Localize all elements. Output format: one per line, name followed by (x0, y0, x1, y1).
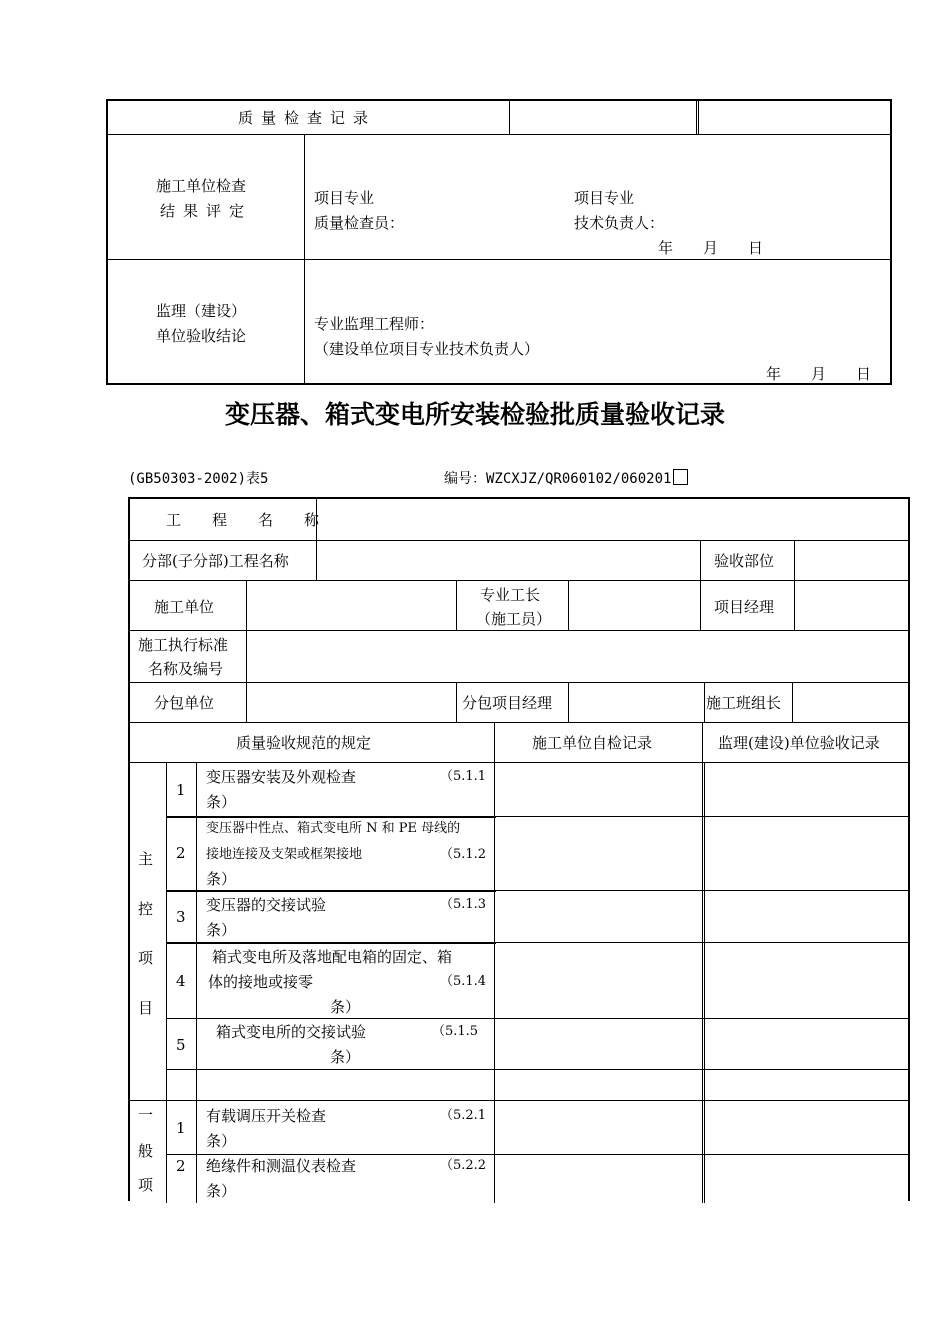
general-item-no: 2 (176, 1157, 186, 1175)
contractor-field[interactable] (248, 581, 454, 629)
document-number (444, 468, 688, 488)
tech-lead-label-1: 项目专业 (574, 189, 635, 207)
general-category-char-3: 项 (138, 1176, 154, 1194)
standard-field[interactable] (248, 631, 906, 681)
supervision-label-2: 单位验收结论 (156, 327, 247, 345)
main-category-char-3: 项 (138, 949, 154, 967)
main-item-no: 3 (176, 908, 186, 926)
inspector-label-1: 项目专业 (314, 189, 375, 207)
sub-project-field[interactable] (318, 541, 698, 579)
standard-label-1: 施工执行标准 (138, 636, 229, 654)
document-number-text: 编号：WZCXJZ/QR060102/060201 (444, 471, 672, 487)
team-leader-field[interactable] (794, 683, 906, 721)
main-item-text-pre: 变压器中性点、箱式变电所 N 和 PE 母线的 (206, 821, 461, 836)
inspector-label-2: 质量检查员： (314, 214, 405, 232)
acceptance-part-label: 验收部位 (714, 552, 775, 570)
col-supervision-header: 监理(建设)单位验收记录 (718, 734, 880, 752)
contractor-label: 施工单位 (154, 598, 215, 616)
main-category-char-4: 目 (138, 999, 154, 1017)
main-item-text-cont: 条） (206, 793, 237, 811)
subcontractor-label: 分包单位 (154, 694, 215, 712)
foreman-label-1: 专业工长 (480, 586, 541, 604)
col-self-header: 施工单位自检记录 (532, 734, 653, 752)
main-item-ref: （5.1.3 (440, 897, 487, 912)
quality-check-record-table (106, 99, 892, 385)
main-item-no: 4 (176, 972, 186, 990)
main-category-char-1: 主 (138, 850, 154, 868)
col-spec-header: 质量验收规范的规定 (236, 734, 372, 752)
main-item-text-cont: 条） (330, 1048, 361, 1066)
team-leader-label: 施工班组长 (706, 694, 782, 712)
subcontractor-field[interactable] (248, 683, 454, 721)
main-item-text-pre: 箱式变电所及落地配电箱的固定、箱 (212, 948, 453, 966)
sub-manager-label: 分包项目经理 (462, 694, 553, 712)
sub-project-label: 分部(子分部)工程名称 (142, 552, 289, 570)
main-item-text: 箱式变电所的交接试验 (216, 1023, 367, 1041)
contractor-eval-label-1: 施工单位检查 (156, 177, 247, 195)
document-title: 变压器、箱式变电所安装检验批质量验收记录 (224, 400, 725, 429)
general-item-text-cont: 条） (206, 1132, 237, 1150)
tech-lead-label-2: 技术负责人： (574, 214, 665, 232)
main-item-no: 5 (176, 1036, 186, 1054)
main-item-no: 2 (176, 844, 186, 862)
supervision-engineer-sub: （建设单位项目专业技术负责人） (314, 340, 540, 358)
standard-reference: (GB50303-2002)表5 (128, 471, 269, 487)
project-manager-field[interactable] (796, 581, 906, 629)
main-item-text-cont: 条） (330, 998, 361, 1016)
acceptance-part-field[interactable] (796, 541, 906, 579)
project-name-field[interactable] (318, 499, 906, 539)
main-item-text: 变压器安装及外观检查 (206, 768, 357, 786)
foreman-field[interactable] (570, 581, 698, 629)
main-category-char-2: 控 (138, 900, 154, 918)
supervision-date: 年 月 日 (766, 365, 872, 383)
main-item-no: 1 (176, 781, 186, 799)
main-item-ref: （5.1.4 (440, 974, 487, 989)
supervision-label-1: 监理（建设） (156, 302, 247, 320)
acceptance-record-table (128, 497, 910, 1201)
main-item-ref: （5.1.1 (440, 769, 487, 784)
project-name-label: 工 程 名 称 (166, 511, 328, 529)
general-item-text: 绝缘件和测温仪表检查 (206, 1157, 357, 1175)
general-item-text-cont: 条） (206, 1182, 237, 1200)
general-category-char-2: 般 (138, 1142, 154, 1160)
quality-check-record-header: 质量检查记录 (238, 109, 377, 127)
main-item-ref: （5.1.2 (440, 847, 487, 862)
main-item-text-cont: 条） (206, 921, 237, 939)
foreman-label-2: （施工员） (476, 610, 552, 628)
supervision-engineer-label: 专业监理工程师： (314, 315, 435, 333)
number-checkbox[interactable] (673, 469, 688, 485)
general-item-no: 1 (176, 1119, 186, 1137)
standard-label-2: 名称及编号 (148, 660, 224, 678)
main-item-text: 变压器的交接试验 (206, 896, 327, 914)
general-item-ref: （5.2.2 (440, 1158, 487, 1173)
sub-manager-field[interactable] (570, 683, 702, 721)
main-item-text: 体的接地或接零 (208, 973, 314, 991)
main-item-text: 接地连接及支架或框架接地 (206, 847, 363, 862)
general-item-text: 有载调压开关检查 (206, 1107, 327, 1125)
general-item-ref: （5.2.1 (440, 1108, 487, 1123)
project-manager-label: 项目经理 (714, 598, 775, 616)
general-category-char-1: 一 (138, 1106, 154, 1124)
contractor-eval-label-2: 结果评定 (160, 202, 253, 220)
contractor-eval-date: 年 月 日 (658, 239, 764, 257)
main-item-ref: （5.1.5 (432, 1024, 479, 1039)
main-item-text-cont: 条） (206, 870, 237, 888)
